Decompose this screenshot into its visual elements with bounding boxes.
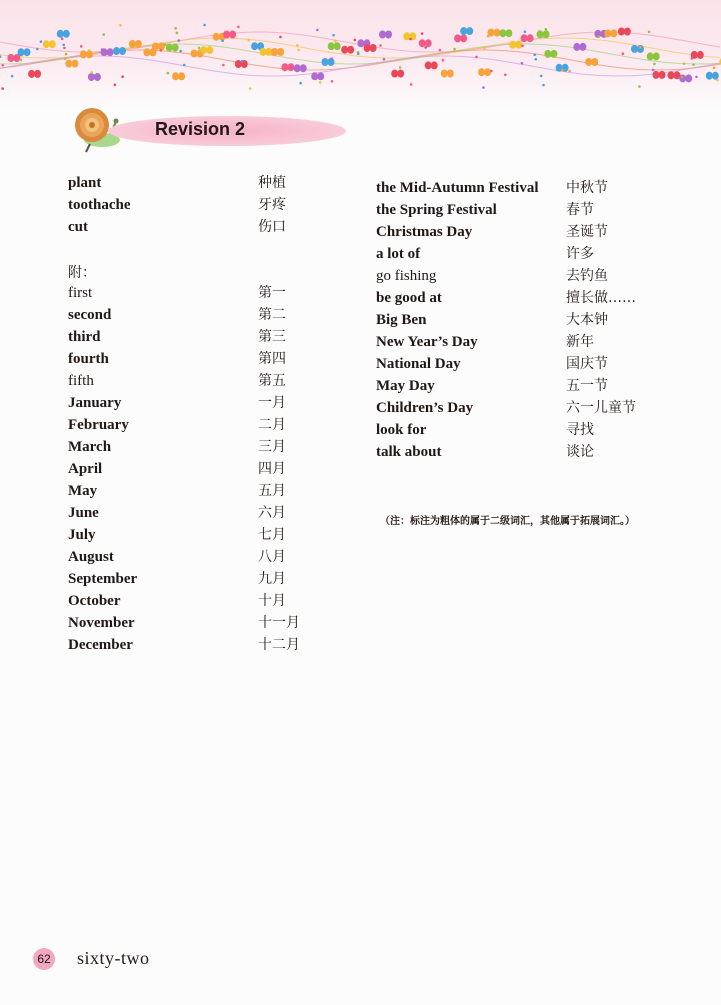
- vocab-list-left: [68, 282, 328, 656]
- vocab-row: [68, 172, 328, 194]
- vocab-chinese: 四月: [258, 461, 286, 477]
- vocab-english: National Day: [376, 356, 461, 372]
- vocab-list-right: [376, 177, 666, 463]
- vocab-english: the Mid-Autumn Festival: [376, 180, 539, 196]
- vocab-chinese: 二月: [258, 417, 286, 433]
- vocab-english: February: [68, 417, 129, 433]
- vocab-english: first: [68, 285, 93, 301]
- vocab-english: be good at: [376, 290, 442, 306]
- vocab-chinese: 三月: [258, 439, 286, 455]
- butterfly-garland-decoration: [0, 0, 721, 110]
- vocab-chinese: 擅长做……: [566, 290, 636, 306]
- vocab-chinese: 国庆节: [566, 356, 608, 372]
- vocab-chinese: 第五: [258, 373, 286, 389]
- vocab-chinese: 种植: [258, 175, 286, 191]
- vocab-chinese: 伤口: [258, 219, 286, 235]
- vocab-row: [68, 480, 328, 502]
- vocab-english: Big Ben: [376, 312, 427, 328]
- vocab-row: [376, 243, 666, 265]
- vocab-english: April: [68, 461, 103, 477]
- vocab-english: New Year’s Day: [376, 334, 478, 350]
- vocab-chinese: 中秋节: [566, 180, 608, 196]
- vocab-english: July: [68, 527, 96, 543]
- vocab-row: [68, 568, 328, 590]
- vocab-english: the Spring Festival: [376, 202, 497, 218]
- vocab-chinese: 谈论: [566, 444, 594, 460]
- vocab-chinese: 圣诞节: [566, 224, 608, 240]
- vocab-row: [68, 414, 328, 436]
- vocab-english: third: [68, 329, 101, 345]
- vocab-english: fourth: [68, 351, 109, 367]
- vocab-row: [68, 304, 328, 326]
- vocab-row: [68, 216, 328, 238]
- vocab-chinese: 十一月: [258, 615, 300, 631]
- vocab-chinese: 牙疼: [258, 197, 286, 213]
- vocab-chinese: 六一儿童节: [566, 400, 636, 416]
- vocab-row: [376, 441, 666, 463]
- vocab-chinese: 许多: [566, 246, 594, 262]
- vocab-row: [376, 397, 666, 419]
- vocab-english: November: [68, 615, 135, 631]
- vocab-row: [68, 590, 328, 612]
- vocab-row: [68, 436, 328, 458]
- vocab-row: [68, 634, 328, 656]
- page-number-badge: 62: [33, 948, 55, 970]
- vocab-chinese: 第二: [258, 307, 286, 323]
- vocab-english: January: [68, 395, 122, 411]
- vocab-english: talk about: [376, 444, 442, 460]
- vocab-english: August: [68, 549, 114, 565]
- header-decoration: [0, 0, 721, 110]
- vocab-english: toothache: [68, 197, 131, 213]
- vocab-row: [68, 370, 328, 392]
- vocab-english: cut: [68, 219, 88, 235]
- vocab-english: June: [68, 505, 99, 521]
- vocab-english: Children’s Day: [376, 400, 474, 416]
- vocab-row: [376, 221, 666, 243]
- vocab-chinese: 十二月: [258, 637, 300, 653]
- vocab-chinese: 一月: [258, 395, 286, 411]
- vocab-english: May Day: [376, 378, 435, 394]
- vocab-chinese: 第三: [258, 329, 286, 345]
- page-title: Revision 2: [155, 119, 246, 139]
- vocab-english: a lot of: [376, 246, 421, 262]
- vocab-english: December: [68, 637, 133, 653]
- vocab-english: September: [68, 571, 138, 587]
- vocab-row: [68, 502, 328, 524]
- vocab-row: [376, 353, 666, 375]
- vocab-row: [376, 419, 666, 441]
- vocab-row: [68, 524, 328, 546]
- vocab-english: May: [68, 483, 98, 499]
- vocab-row: [68, 348, 328, 370]
- vocab-chinese: 七月: [258, 527, 286, 543]
- vocab-english: go fishing: [376, 268, 437, 284]
- footnote: （注：标注为粗体的属于二级词汇，其他属于拓展词汇。）: [380, 516, 635, 527]
- vocab-row: [376, 331, 666, 353]
- vocab-chinese: 第一: [258, 285, 286, 301]
- vocab-english: October: [68, 593, 121, 609]
- vocab-chinese: 春节: [566, 202, 594, 218]
- vocab-chinese: 去钓鱼: [566, 268, 608, 284]
- vocab-row: [68, 546, 328, 568]
- page-number-words: sixty-two: [77, 948, 150, 968]
- vocab-row: [68, 282, 328, 304]
- vocab-chinese: 八月: [258, 549, 286, 565]
- vocab-english: fifth: [68, 373, 94, 389]
- vocab-chinese: 新年: [566, 334, 594, 350]
- vocab-chinese: 第四: [258, 351, 286, 367]
- vocab-row: [68, 612, 328, 634]
- vocab-row: [68, 326, 328, 348]
- vocab-english: March: [68, 439, 112, 455]
- vocab-chinese: 寻找: [566, 422, 594, 438]
- vocab-chinese: 五一节: [566, 378, 608, 394]
- vocab-row: [376, 177, 666, 199]
- vocab-english: look for: [376, 422, 427, 438]
- vocab-chinese: 六月: [258, 505, 286, 521]
- vocab-row: [376, 309, 666, 331]
- vocab-row: [68, 458, 328, 480]
- vocab-chinese: 五月: [258, 483, 286, 499]
- vocab-row: [376, 287, 666, 309]
- appendix-label: 附：: [68, 265, 96, 281]
- vocab-row: [68, 194, 328, 216]
- vocab-chinese: 大本钟: [566, 312, 608, 328]
- vocab-english: Christmas Day: [376, 224, 473, 240]
- vocab-list-top: [68, 172, 328, 238]
- vocab-english: second: [68, 307, 112, 323]
- vocab-chinese: 九月: [258, 571, 286, 587]
- vocab-row: [68, 392, 328, 414]
- vocab-english: plant: [68, 175, 102, 191]
- vocab-row: [376, 265, 666, 287]
- vocab-chinese: 十月: [258, 593, 286, 609]
- vocab-row: [376, 199, 666, 221]
- vocab-row: [376, 375, 666, 397]
